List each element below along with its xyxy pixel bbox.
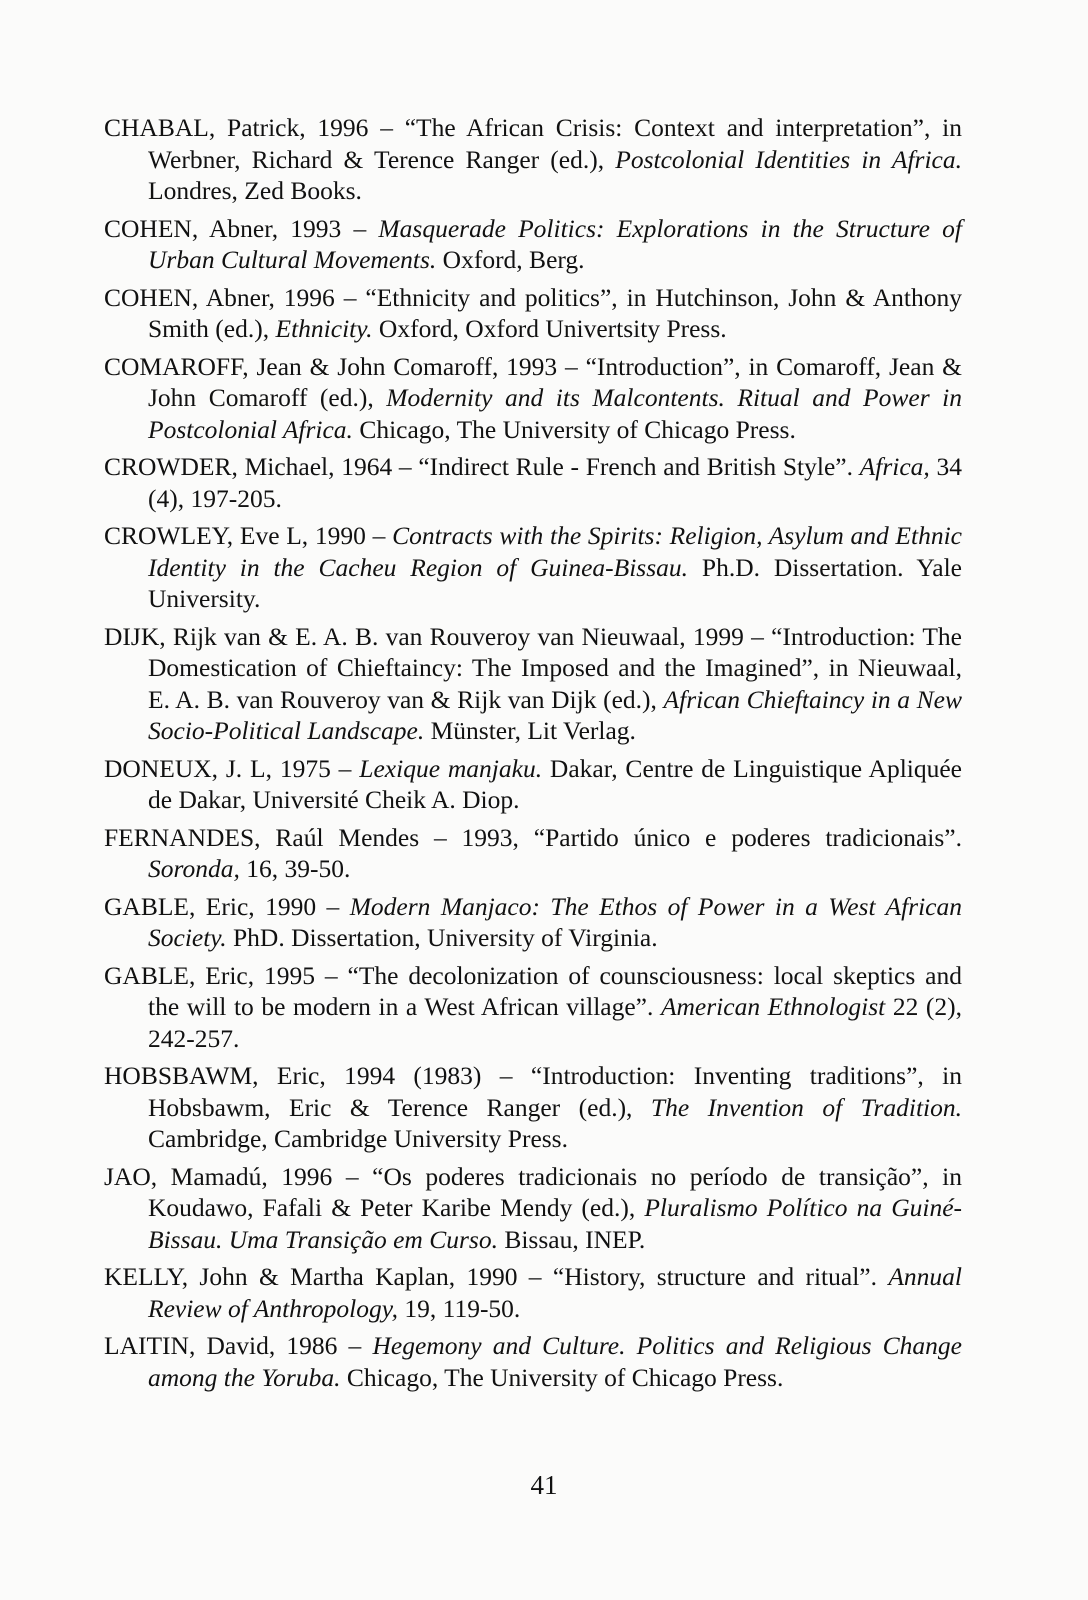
reference-entry (104, 891, 962, 954)
reference-text: LAITIN, David, 1986 – (104, 1331, 373, 1360)
reference-entry (104, 213, 962, 276)
bibliography-list (104, 112, 962, 1399)
reference-title: Ethnicity. (275, 314, 373, 343)
reference-text: Oxford, Oxford Univertsity Press. (372, 314, 727, 343)
reference-entry (104, 520, 962, 615)
reference-text: FERNANDES, Raúl Mendes – 1993, “Partido único e poderes tradicionais”. (104, 822, 962, 852)
reference-title: Lexique manjaku. (359, 753, 543, 783)
reference-text: CROWLEY, Eve L, 1990 – (104, 521, 393, 550)
reference-text: 34 (4), 197-205. (148, 452, 962, 513)
reference-text: Bissau, INEP. (497, 1224, 646, 1254)
reference-text: Oxford, Berg. (436, 245, 585, 274)
reference-text: KELLY, John & Martha Kaplan, 1990 – “History, structure and ritual”. (104, 1262, 889, 1291)
reference-text: PhD. Dissertation, University of Virginia. (226, 923, 658, 952)
reference-text: COHEN, Abner, 1993 – (104, 213, 379, 243)
reference-title: Africa, (859, 452, 930, 481)
reference-text: Dakar, Centre de Linguistique Apliquée de Dakar, Université Cheik A. Diop. (148, 753, 962, 814)
reference-entry (104, 1161, 962, 1256)
reference-text: Münster, Lit Verlag. (424, 716, 636, 745)
reference-entry (104, 960, 962, 1055)
reference-text: GABLE, Eric, 1995 – “The decolonization of counsciousness: local skeptics and the will to be modern in a West African village”. (104, 960, 962, 1021)
reference-entry (104, 822, 962, 885)
reference-text: CROWDER, Michael, 1964 – “Indirect Rule - French and British Style”. (104, 452, 860, 481)
reference-title: The Invention of Tradition. (650, 1092, 963, 1122)
reference-text: COMAROFF, Jean & John Comaroff, 1993 – “Introduction”, in Comaroff, Jean & John Comaroff (ed.), (104, 351, 962, 412)
reference-text: Ph.D. Dissertation. Yale University. (148, 552, 962, 613)
reference-entry (104, 351, 962, 446)
reference-text: Chicago, The University of Chicago Press. (340, 1362, 784, 1392)
reference-title: Hegemony and Culture. Politics and Religious Change among the Yoruba. (148, 1331, 962, 1392)
reference-title: Postcolonial Identities in Africa. (615, 144, 962, 174)
reference-title: Annual Review of Anthropology, (148, 1262, 962, 1323)
reference-title: Contracts with the Spirits: Religion, Asylum and Ethnic Identity in the Cacheu Region of Guinea-Bissau. (148, 521, 962, 582)
reference-text: DONEUX, J. L, 1975 – (104, 753, 360, 783)
reference-entry (104, 112, 962, 207)
reference-title: Pluralismo Político na Guiné-Bissau. Uma Transição em Curso. (148, 1193, 963, 1254)
reference-text: 19, 119-50. (398, 1293, 521, 1323)
reference-text: GABLE, Eric, 1990 – (104, 891, 350, 921)
reference-entry (104, 282, 962, 345)
reference-text: COHEN, Abner, 1996 – “Ethnicity and politics”, in Hutchinson, John & Anthony Smith (ed.), (104, 282, 962, 343)
page-number: 41 (530, 1470, 558, 1500)
reference-title: Modernity and its Malcontents. Ritual and Power in Postcolonial Africa. (148, 383, 962, 444)
reference-text: CHABAL, Patrick, 1996 – “The African Crisis: Context and interpretation”, in Werbner, Richard & Terence Ranger (ed.), (104, 113, 962, 174)
reference-text: Londres, Zed Books. (148, 176, 362, 205)
reference-text: HOBSBAWM, Eric, 1994 (1983) – “Introduction: Inventing traditions”, in Hobsbawm, Eric & Terence Ranger (ed.), (104, 1061, 962, 1122)
reference-entry (104, 753, 962, 816)
reference-text: 22 (2), 242-257. (148, 992, 963, 1053)
reference-entry (104, 621, 962, 747)
reference-title: African Chieftaincy in a New Socio-Political Landscape. (148, 684, 962, 745)
reference-title: Modern Manjaco: The Ethos of Power in a West African Society. (148, 891, 962, 952)
reference-text: Chicago, The University of Chicago Press. (352, 414, 796, 444)
reference-title: American Ethnologist (660, 992, 886, 1021)
reference-entry (104, 451, 962, 514)
reference-entry (104, 1060, 962, 1155)
reference-entry (104, 1330, 962, 1393)
reference-text: 16, 39-50. (239, 854, 351, 883)
reference-text: JAO, Mamadú, 1996 – “Os poderes tradicionais no período de transição”, in Koudawo, Fafali & Peter Karibe Mendy (ed.), (104, 1161, 962, 1222)
reference-entry (104, 1261, 962, 1324)
reference-title: Soronda, (148, 854, 240, 883)
reference-text: DIJK, Rijk van & E. A. B. van Rouveroy van Nieuwaal, 1999 – “Introduction: The Domestication of Chieftaincy: The Imposed and the Imagined”, in Nieuwaal, E. A. B. van Rouveroy van & Rijk van Dijk (ed.), (104, 621, 962, 714)
reference-text: Cambridge, Cambridge University Press. (148, 1124, 568, 1153)
reference-title: Masquerade Politics: Explorations in the Structure of Urban Cultural Movements. (148, 213, 962, 274)
